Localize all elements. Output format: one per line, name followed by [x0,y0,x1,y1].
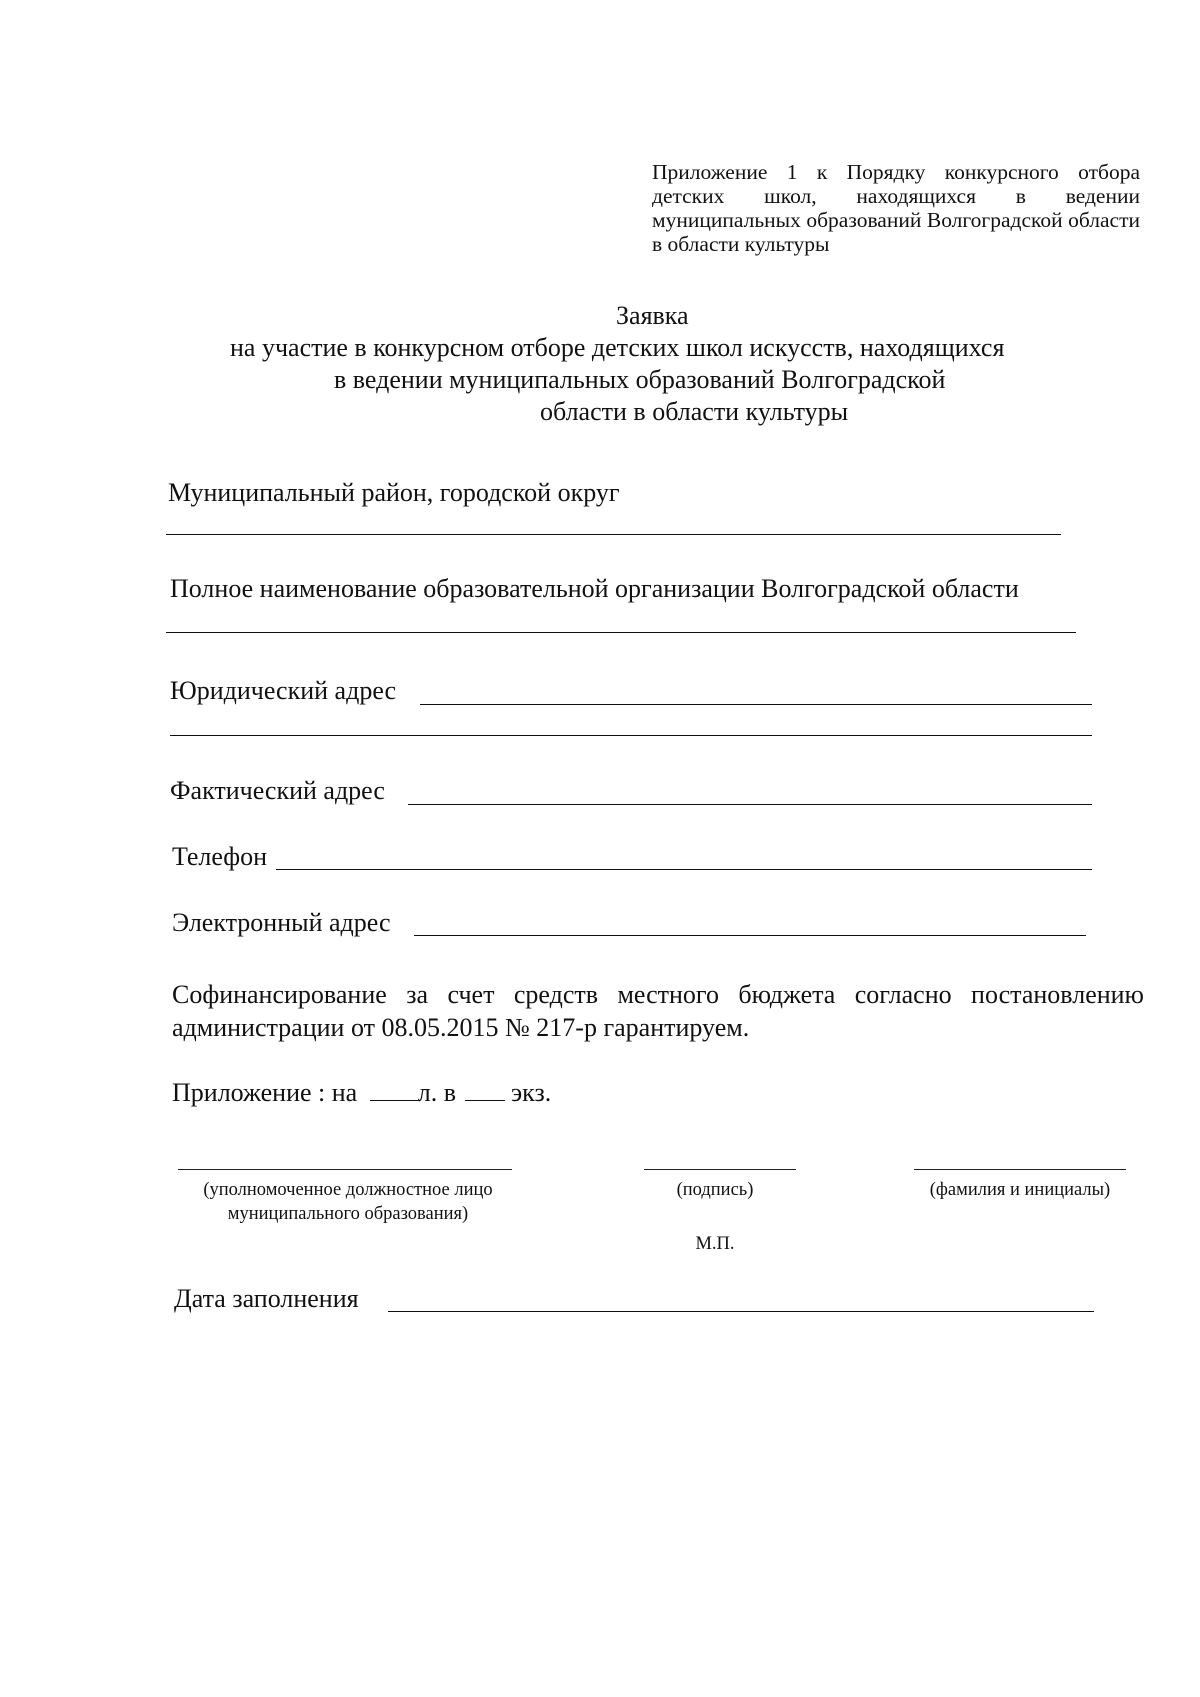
title-heading: Заявка [616,301,689,330]
official-caption-line-1: (уполномоченное должностное лицо [203,1180,493,1200]
title-subtitle-line-1: на участие в конкурсном отборе детских школ искусств, находящихся [230,333,1005,362]
email-line[interactable] [414,935,1086,936]
legal-address-line-1[interactable] [420,704,1092,705]
signature-caption: (подпись) [676,1180,754,1200]
official-signature-line[interactable] [178,1169,512,1170]
title-subtitle-line-2: в ведении муниципальных образований Волгоградской [334,365,946,394]
attachment-middle: л. в [417,1078,456,1107]
attachment-pages-blank[interactable] [370,1080,418,1101]
appendix-note: Приложение 1 к Порядку конкурсного отбора детских школ, находящихся в ведении муниципальных образований Волгоградской области в области культуры [652,160,1140,256]
title-subtitle-line-3: области в области культуры [540,397,849,426]
fill-date-label: Дата заполнения [174,1284,359,1313]
phone-line[interactable] [276,869,1092,870]
official-caption [170,1178,526,1226]
municipal-district-line[interactable] [166,534,1061,535]
attachment-copies-blank[interactable] [465,1080,505,1101]
municipal-district-label: Муниципальный район, городской округ [168,478,620,507]
attachment-line [172,1078,551,1108]
cofinancing-line-2: администрации от 08.05.2015 № 217-р гарантируем. [172,1013,750,1042]
stamp-placeholder: М.П. [695,1234,735,1254]
cofinancing-line-1: Софинансирование за счет средств местного бюджета согласно постановлению [172,980,1144,1009]
fill-date-line[interactable] [388,1311,1094,1312]
name-initials-caption: (фамилия и инициалы) [929,1180,1111,1200]
legal-address-line-2[interactable] [170,735,1092,736]
phone-label: Телефон [172,842,268,871]
legal-address-label: Юридический адрес [170,676,397,705]
organization-name-line[interactable] [166,632,1076,633]
official-caption-line-2: муниципального образования) [227,1204,469,1224]
organization-name-label: Полное наименование образовательной организации Волгоградской области [170,574,1019,603]
attachment-suffix: экз. [511,1078,552,1107]
actual-address-label: Фактический адрес [170,776,385,805]
attachment-prefix: Приложение : на [172,1078,358,1107]
email-label: Электронный адрес [172,908,391,937]
cofinancing-paragraph [172,978,1144,1044]
signature-line[interactable] [644,1169,796,1170]
actual-address-line[interactable] [408,804,1092,805]
name-initials-line[interactable] [914,1169,1126,1170]
